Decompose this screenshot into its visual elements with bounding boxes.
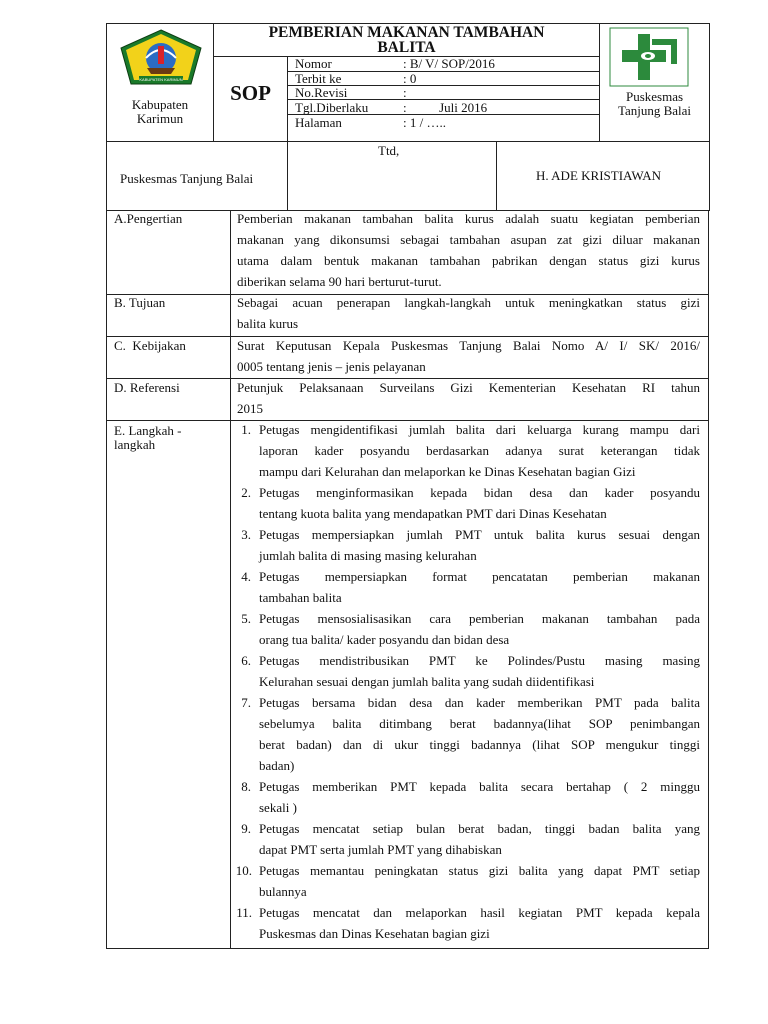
step-text: Petugas bersama bidan desa dan kader memberikan PMT pada balita sebelumya balita ditimbang berat badannya(lihat SOP penimbangan berat badan) dan di ukur tinggi badannya (lihat SOP mengukur tinggi badan): [259, 695, 700, 773]
meta-value-terbit: : 0: [403, 71, 417, 86]
step-number: 6.: [241, 653, 251, 668]
step-text: Petugas memantau peningkatan status gizi balita yang dapat PMT setiap bulannya: [259, 863, 700, 899]
step-number: 10.: [235, 863, 252, 878]
left-caption-line1: Kabupaten: [131, 97, 189, 112]
signature-ttd: Ttd,: [378, 143, 400, 158]
right-caption-line2: Tanjung Balai: [617, 103, 692, 118]
puskesmas-logo: [608, 26, 690, 88]
left-caption-line2: Karimun: [136, 111, 184, 126]
section-label-pengertian: A.Pengertian: [114, 211, 183, 226]
body-border-left: [106, 210, 107, 949]
header-border-right: [709, 23, 710, 211]
meta-value-nomor: : B/ V/ SOP/2016: [403, 56, 495, 71]
step-number: 2.: [241, 485, 251, 500]
document-title-line2: BALITA: [377, 39, 436, 56]
meta-value-halaman: : 1 / …..: [403, 115, 446, 130]
section-label-referensi: D. Referensi: [114, 380, 180, 395]
body-border-bottom: [106, 948, 709, 949]
meta-label-revisi: No.Revisi: [295, 85, 348, 100]
body-border-right: [708, 210, 709, 949]
right-caption-line1: Puskesmas: [625, 89, 684, 104]
step-number: 11.: [236, 905, 252, 920]
section-label-langkah-line2: langkah: [114, 437, 156, 452]
meta-value-revisi: :: [403, 85, 407, 100]
section-text-tujuan: Sebagai acuan penerapan langkah-langkah untuk meningkatkan status gizi balita kurus: [237, 295, 700, 331]
header-divider-logo-right: [599, 23, 600, 141]
step-text: Petugas mensosialisasikan cara pemberian makanan tambahan pada orang tua balita/ kader posyandu dan bidan desa: [259, 611, 700, 647]
header-divider-sop: [287, 56, 288, 211]
meta-label-tgl: Tgl.Diberlaku: [295, 100, 369, 115]
step-number: 7.: [241, 695, 251, 710]
signature-divider: [496, 141, 497, 211]
step-text: Petugas mendistribusikan PMT ke Polindes/Pustu masing masing Kelurahan sesuai dengan jumlah balita yang sudah diidentifikasi: [259, 653, 700, 689]
signature-name: H. ADE KRISTIAWAN: [536, 168, 661, 183]
step-number: 1.: [241, 422, 251, 437]
meta-label-terbit: Terbit ke: [295, 71, 342, 86]
section-label-kebijakan: C. Kebijakan: [114, 338, 186, 353]
header-border-bottom: [106, 141, 710, 142]
step-text: Petugas memberikan PMT kepada balita secara bertahap ( 2 minggu sekali ): [259, 779, 700, 815]
section-text-pengertian: Pemberian makanan tambahan balita kurus adalah suatu kegiatan pemberian makanan yang dikonsumsi sebagai tambahan asupan zat gizi diluar makanan utama dalam bentuk makanan tambahan pabrikan dengan status gizi kurus diberikan selama 90 hari berturut-turut.: [237, 211, 700, 289]
section-label-langkah-line1: E. Langkah -: [114, 423, 182, 438]
meta-label-halaman: Halaman: [295, 115, 342, 130]
section-text-referensi: Petunjuk Pelaksanaan Surveilans Gizi Kementerian Kesehatan RI tahun 2015: [237, 380, 700, 416]
step-number: 3.: [241, 527, 251, 542]
meta-value-tgl: : Juli 2016: [403, 100, 488, 115]
meta-label-nomor: Nomor: [295, 56, 332, 71]
karimun-logo: [117, 28, 205, 92]
step-number: 9.: [241, 821, 251, 836]
section-label-tujuan: B. Tujuan: [114, 295, 166, 310]
step-text: Petugas mencatat setiap bulan berat badan, tinggi badan balita yang dapat PMT serta jumlah PMT yang dihabiskan: [259, 821, 700, 857]
step-text: Petugas mencatat dan melaporkan hasil kegiatan PMT kepada kepala Puskesmas dan Dinas Kesehatan bagian gizi: [259, 905, 700, 941]
step-text: Petugas mengidentifikasi jumlah balita dari keluarga kurang mampu dari laporan kader posyandu berdasarkan adanya surat keterangan tidak mampu dari Kelurahan dan melaporkan ke Dinas Kesehatan bagian Gizi: [259, 422, 700, 479]
step-text: Petugas mempersiapkan jumlah PMT untuk balita kurus sesuai dengan jumlah balita di masing masing kelurahan: [259, 527, 700, 563]
step-number: 4.: [241, 569, 251, 584]
section-text-kebijakan: Surat Keputusan Kepala Puskesmas Tanjung Balai Nomo A/ I/ SK/ 2016/ 0005 tentang jenis – jenis pelayanan: [237, 338, 700, 374]
document-title-line1: PEMBERIAN MAKANAN TAMBAHAN: [268, 24, 545, 41]
step-number: 8.: [241, 779, 251, 794]
signature-org: Puskesmas Tanjung Balai: [120, 171, 254, 186]
step-number: 5.: [241, 611, 251, 626]
svg-text:KABUPATEN KARIMUN: KABUPATEN KARIMUN: [139, 77, 183, 82]
step-text: Petugas mempersiapkan format pencatatan pemberian makanan tambahan balita: [259, 569, 700, 605]
step-text: Petugas menginformasikan kepada bidan desa dan kader posyandu tentang kuota balita yang mendapatkan PMT dari Dinas Kesehatan: [259, 485, 700, 521]
sop-label: SOP: [230, 81, 271, 105]
